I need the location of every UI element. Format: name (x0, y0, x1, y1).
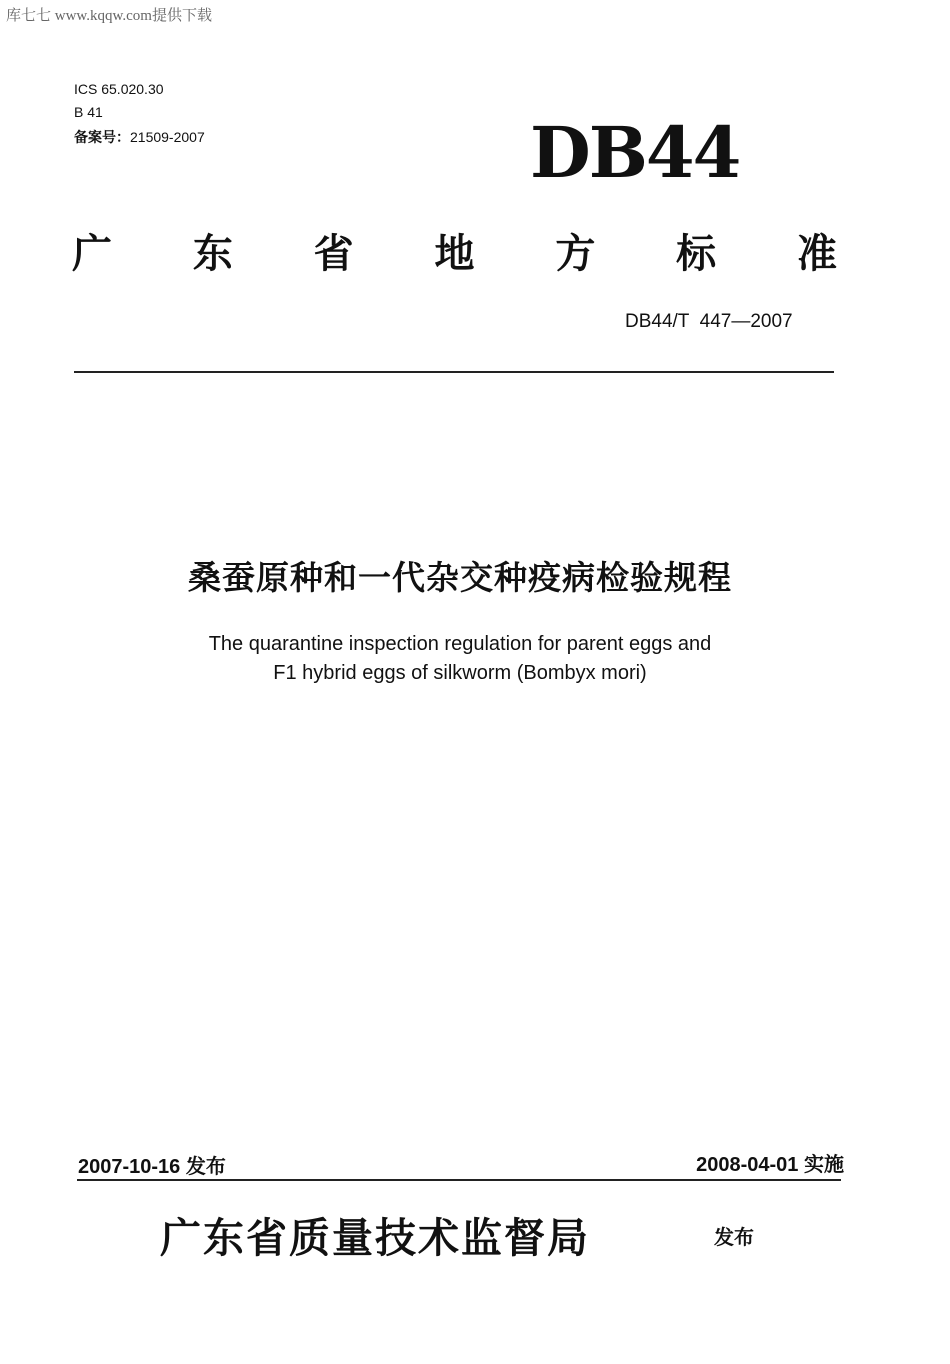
standard-code: DB44/T 447—2007 (625, 311, 793, 332)
standard-type-title (72, 222, 837, 279)
chinese-title: 桑蚕原种和一代杂交种疫病检验规程 (188, 558, 732, 597)
record-label: 备案号： (74, 129, 130, 145)
record-value: 21509-2007 (130, 129, 205, 145)
implementation-date: 2008-04-01 实施 (696, 1154, 844, 1176)
db44-logo: DB44 (530, 111, 740, 194)
ics-code: ICS 65.020.30 (74, 81, 164, 97)
issuer-name: 广东省质量技术监督局 (160, 1214, 590, 1262)
english-title-line-2: F1 hybrid eggs of silkworm (Bombyx mori) (273, 662, 647, 684)
watermark-text: 库七七 www.kqqw.com提供下载 (6, 8, 212, 24)
issuer-suffix: 发布 (714, 1225, 754, 1249)
ccs-code: B 41 (74, 104, 103, 120)
issue-date: 2007-10-16 发布 (78, 1156, 226, 1178)
record-number (74, 127, 205, 147)
top-divider (74, 371, 834, 373)
standard-type-char: 方 (555, 231, 596, 277)
standard-type-char: 省 (313, 231, 354, 277)
bottom-divider (77, 1179, 841, 1181)
standard-type-char: 准 (796, 231, 837, 277)
standard-type-char: 东 (192, 231, 233, 277)
standard-type-char: 广 (72, 231, 112, 277)
english-title-line-1: The quarantine inspection regulation for parent eggs and (208, 633, 712, 655)
standard-type-char: 标 (676, 231, 717, 277)
standard-type-char: 地 (434, 231, 475, 277)
